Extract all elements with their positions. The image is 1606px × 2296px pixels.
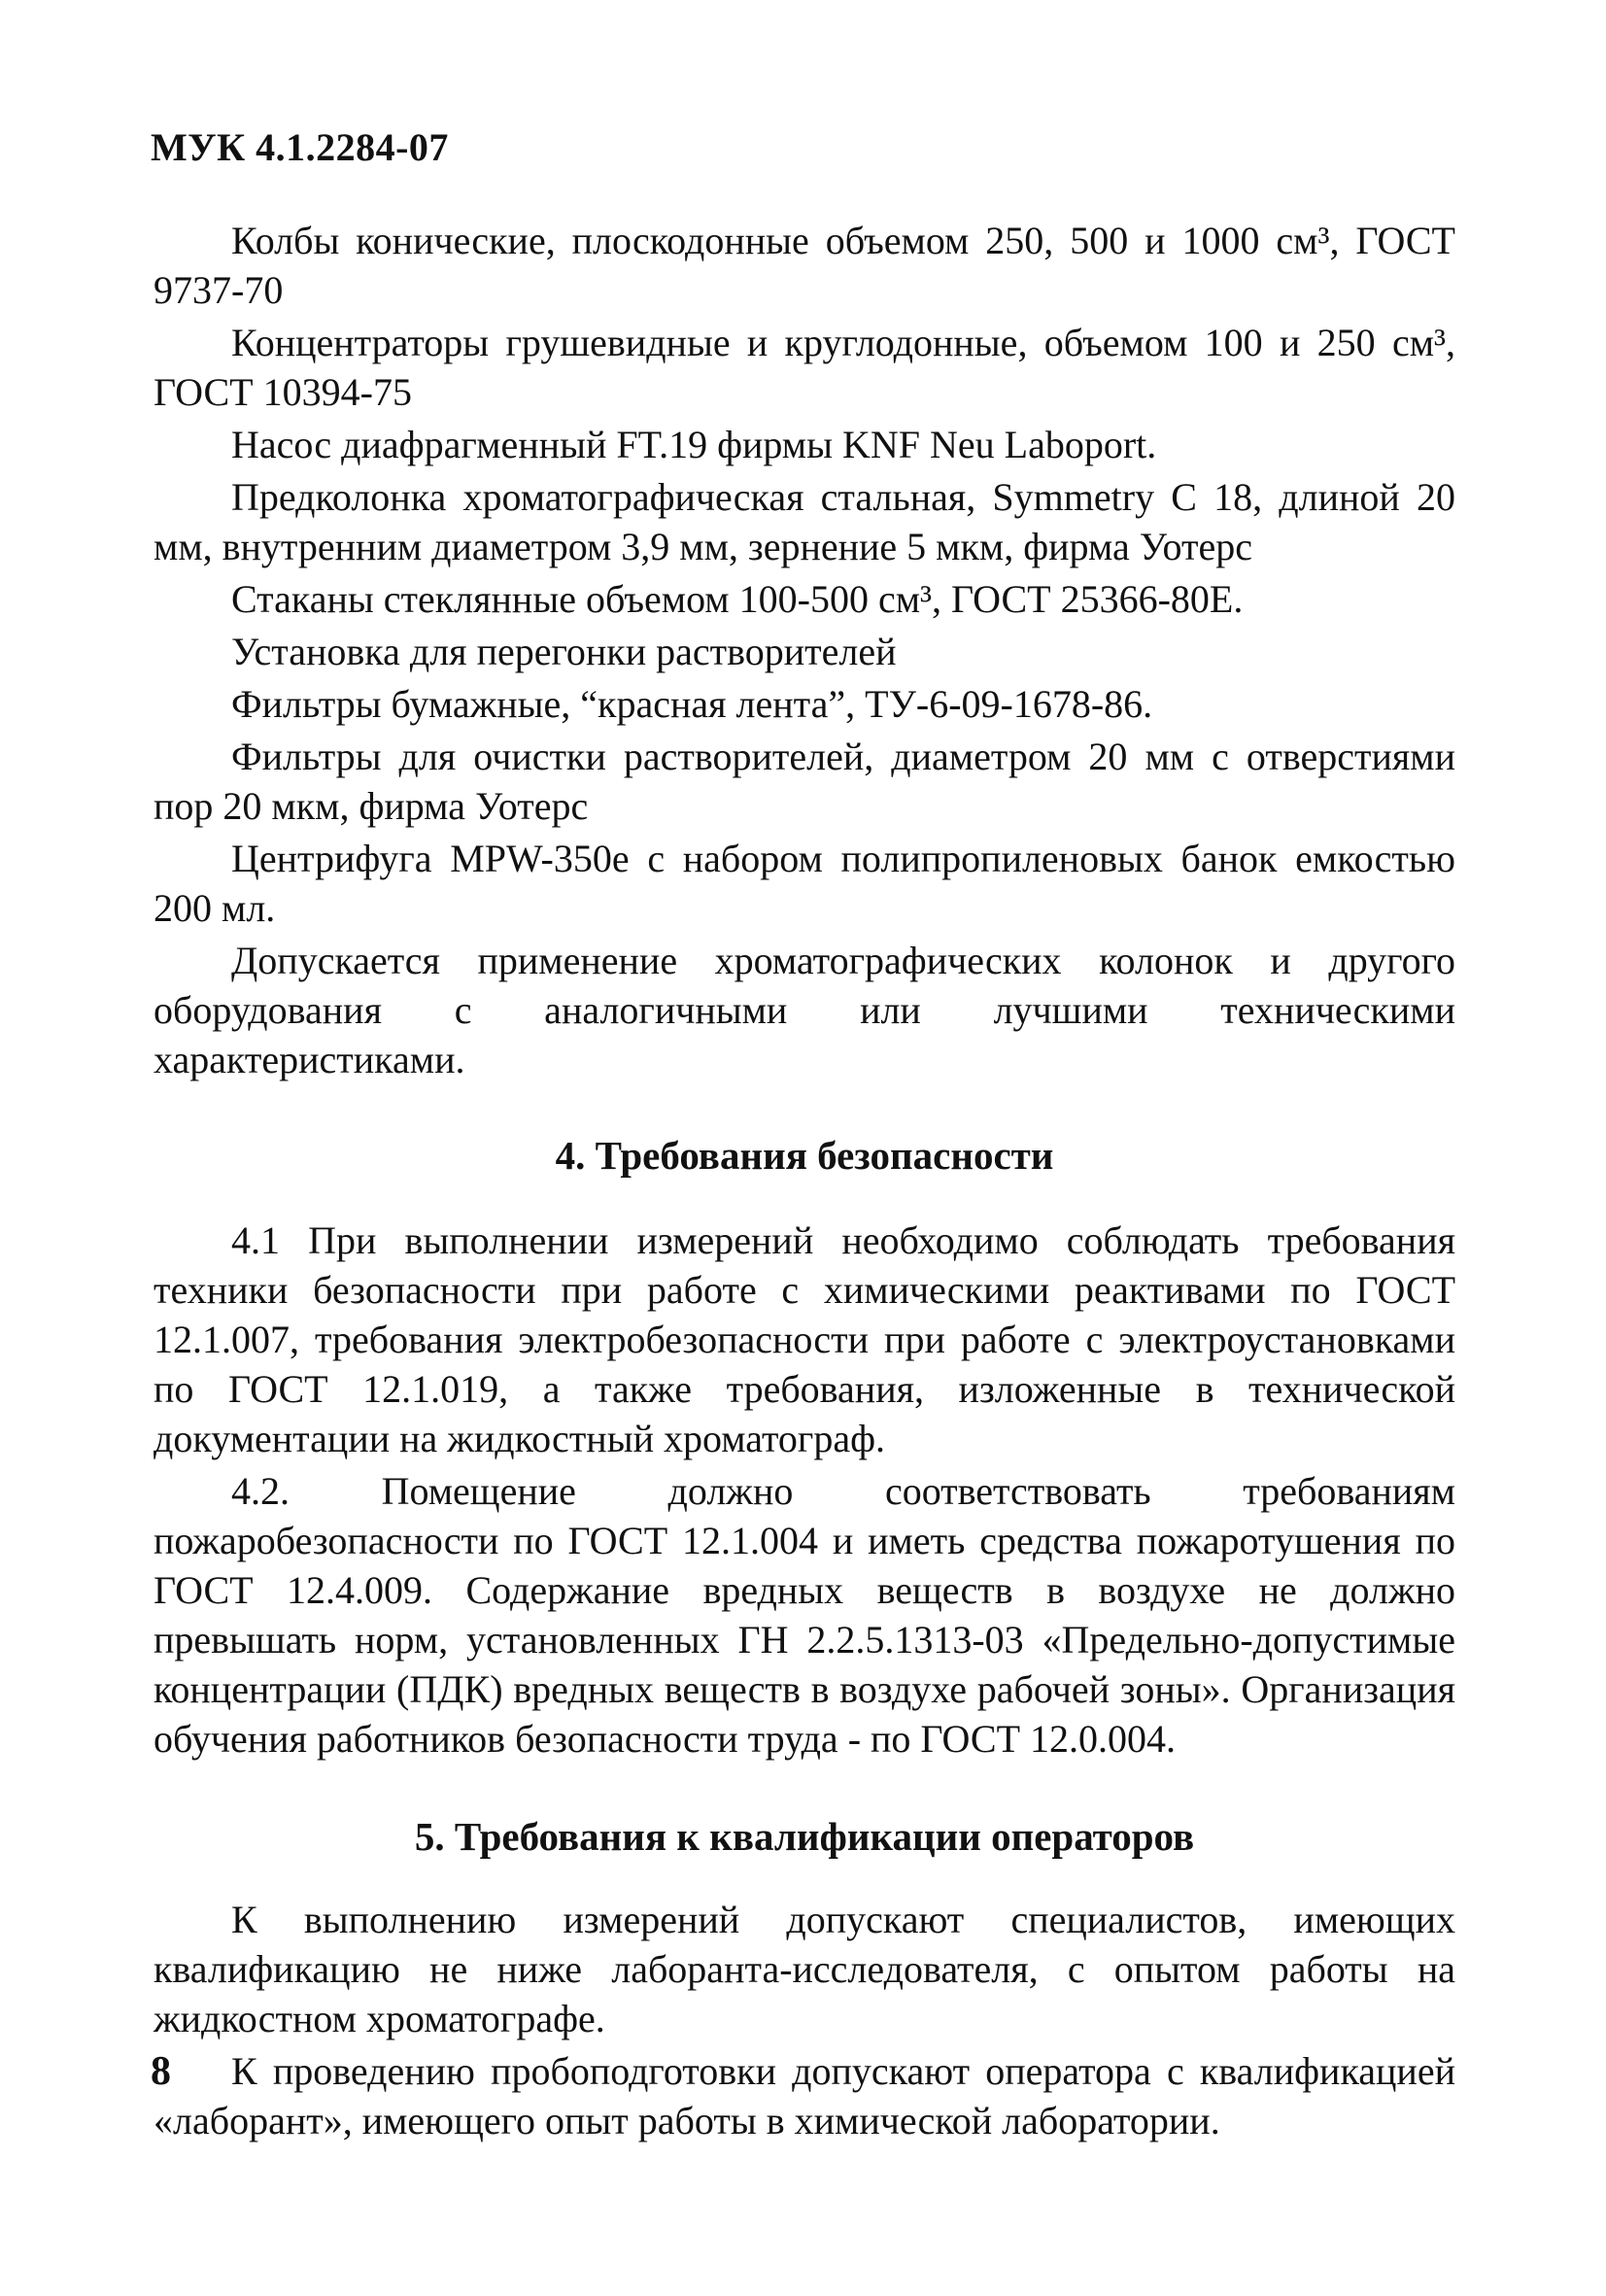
equipment-item: Насос диафрагменный FT.19 фирмы KNF Neu Laboport. xyxy=(231,423,1157,466)
equipment-item: Установка для перегонки растворителей xyxy=(231,630,897,673)
section-4-paragraph: 4.1 При выполнении измерений необходимо соблюдать требования техники безопасности при работе с химическими реактивами по ГОСТ 12.1.007, требования электробезопасности при работе с электроустановками по ГОСТ 12.1.019, а также требования, изложенные в технической документации на жидкостный хроматограф. xyxy=(154,1218,1455,1460)
equipment-item: Концентраторы грушевидные и круглодонные, объемом 100 и 250 см³, ГОСТ 10394-75 xyxy=(154,321,1455,414)
document-header: МУК 4.1.2284-07 xyxy=(151,125,449,169)
page-number: 8 xyxy=(151,2049,171,2094)
equipment-item: Фильтры для очистки растворителей, диаметром 20 мм с отверстиями пор 20 мкм, фирма Уотерс xyxy=(154,735,1455,828)
equipment-item: Центрифуга MPW-350e с набором полипропиленовых банок емкостью 200 мл. xyxy=(154,837,1455,930)
equipment-item: Фильтры бумажные, “красная лента”, ТУ-6-09-1678-86. xyxy=(231,682,1153,726)
equipment-note: Допускается применение хроматографических колонок и другого оборудования с аналогичными или лучшими техническими характеристиками. xyxy=(154,939,1455,1081)
section-4-paragraph: 4.2. Помещение должно соответствовать требованиям пожаробезопасности по ГОСТ 12.1.004 и иметь средства пожаротушения по ГОСТ 12.4.009. Содержание вредных веществ в воздухе не должно превышать норм, установленных ГН 2.2.5.1313-03 «Предельно-допустимые концентрации (ПДК) вредных веществ в воздухе рабочей зоны». Организация обучения работников безопасности труда - по ГОСТ 12.0.004. xyxy=(154,1469,1455,1761)
equipment-item: Предколонка хроматографическая стальная, Symmetry С 18, длиной 20 мм, внутренним диаметром 3,9 мм, зернение 5 мкм, фирма Уотерс xyxy=(154,475,1455,568)
section-4-title: 4. Требования безопасности xyxy=(555,1133,1054,1178)
section-5-title: 5. Требования к квалификации операторов xyxy=(414,1814,1195,1859)
equipment-item: Стаканы стеклянные объемом 100-500 см³, ГОСТ 25366-80Е. xyxy=(231,577,1244,621)
section-5-paragraph: К выполнению измерений допускают специалистов, имеющих квалификацию не ниже лаборанта-исследователя, с опытом работы на жидкостном хроматографе. xyxy=(154,1898,1455,2040)
section-5-paragraph: К проведению пробоподготовки допускают оператора с квалификацией «лаборант», имеющего опыт работы в химической лаборатории. xyxy=(154,2049,1455,2142)
document-body xyxy=(154,216,1455,2145)
equipment-item: Колбы конические, плоскодонные объемом 250, 500 и 1000 см³, ГОСТ 9737-70 xyxy=(154,219,1455,312)
